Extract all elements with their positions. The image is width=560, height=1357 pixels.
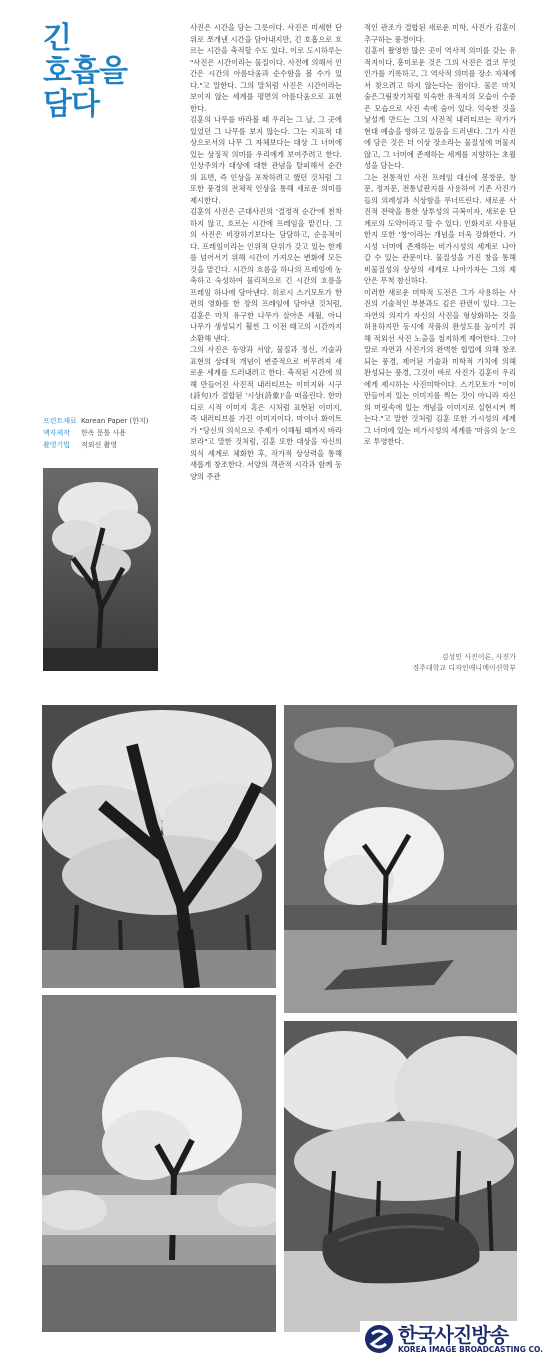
logo-mark-icon (364, 1324, 394, 1354)
info-key: 액자제작 (43, 429, 71, 437)
author-name: 김성민 사진이론, 사진가 (441, 653, 516, 661)
paragraph: 사진은 시간을 담는 그릇이다. 사진은 미세한 단위로 쪼개낸 시간을 담아내지만, 긴 호흡으로 흐르는 시간을 축적할 수도 있다. 이로 도시하루는 "사진은 시간이라는 물질이다. 사진에 의해서 인간은 시간의 아름다움과 순수함을 볼 수가 있다."고 말한다. 그의 말처럼 사진은 시간이라는 보이지 않는 세계를 평면의 아름다움으로 표현한다. (190, 23, 342, 113)
author-affiliation: 경주대학교 디자인애니메이션학부 (412, 664, 516, 672)
tree-photo-4 (284, 1021, 517, 1332)
paragraph: 그의 사진은 동양과 서양, 물질과 정신, 기술과 표현의 상대적 개념이 변증적으로 버무려져 새로운 세계를 드러내려고 한다. 축적된 시간에 의해 만들어진 사진적 내러티브는 이미지와 시구(詩句)가 결합된 '시상(詩象)'을 떠올린다. 한마디로 시적 이미지 혹은 시처럼 표현된 이미지, 즉 내러티브를 가진 이미지이다. 마이너 화이트가 "당신의 의식으로 주제가 이해될 때까지 바라보라"고 말한 것처럼, 김훈 또한 대상을 자신의 의식 세계로 체화한 후, 작가적 상상력을 통해 새롭게 창조한다. 서양의 객관적 시각과 함께 동양의 주관 (190, 345, 342, 481)
logo-korean: 한국사진방송 (398, 1322, 508, 1347)
paragraph: 적인 관조가 결합된 새로운 미학, 사진가 김훈이 추구하는 풍경이다. (364, 23, 516, 44)
info-value: 한옥 문틀 사용 (81, 429, 127, 437)
article-column-left (190, 22, 342, 482)
paragraph: 김훈의 나무를 바라볼 때 우리는 그 날, 그 곳에 있었던 그 나무를 보지 않는다. 그는 지표적 대상으로서의 나무 그 자체보다는 대상 그 너머에 있는 상징적 의미를 우리에게 보여주려고 한다. 인상주의가 대상에 대한 관념을 탈피해서 순간의 표면, 즉 인상을 포착하려고 했던 것처럼 그 또한 풍경의 전체적 인상을 통해 새로운 의미를 제시한다. (190, 115, 342, 205)
title-line: 호흡을 (43, 54, 127, 89)
tree-photo-small (43, 468, 158, 671)
title-line: 담다 (43, 87, 99, 122)
article-title (43, 22, 173, 121)
info-value: Korean Paper (한지) (81, 417, 149, 425)
paragraph: 김훈이 촬영한 많은 곳이 역사적 의미를 갖는 유적지이다. 흥미로운 것은 그의 사진은 결코 무엇인가를 기록하고, 그 역사적 의미를 장소 자체에서 찾으려고 하지 않는다는 점이다. 물론 마치 숨은그림찾기처럼 익숙한 유적지의 모습이 수증은 모습으로 사진 속에 숨어 있다. 익숙한 것을 낯설게 만드는 그의 사진적 내러티브는 작가가 현대 예술을 향하고 있음을 드러낸다. 그가 사진에 담은 것은 더 이상 장소라는 물질성에 머물지 않고, 그 너머에 존재하는 세계를 지향하는 초월성을 담는다. (364, 46, 516, 170)
paragraph: 김훈의 사진은 근대사진의 '결정적 순간'에 천착하지 않고, 흐르는 시간에 프레임을 맡긴다. 그의 사진은 비장하기보다는 담담하고, 순응적이다. 프레임이라는 인위적 단위가 갖고 있는 한계를 넘어서기 위해 시간이 가져오는 변화에 모든 것을 맡긴다. 시간의 흐름을 하나의 프레임에 농축하고 숙성하여 물리적으로 긴 시간의 흐름을 프레임 하나에 담아낸다. 히로시 스기모토가 한 편의 영화를 한 장의 프레임에 담아낸 것처럼, 김훈은 마치 유구한 나무가 살아온 세월, 아니 나무가 생성되기 훨씬 그 이전 태고의 시간까지 소환해 낸다. (190, 207, 342, 343)
title-line: 긴 (43, 21, 71, 56)
info-value: 적외선 촬영 (81, 441, 118, 449)
broadcaster-logo (360, 1321, 560, 1357)
info-row (43, 427, 173, 439)
info-key: 프린트재료 (43, 417, 77, 425)
article-column-right (364, 22, 516, 448)
paragraph: 이러한 새로운 미학적 도전은 그가 사용하는 사진의 기술적인 부분과도 깊은 관련이 있다. 그는 자연의 의지가 자신의 사진을 형상화하는 것을 허용하지만 동시에 작품의 완성도를 높이기 위해 적외선 사진 노출을 철저하게 제어한다. 그야말로 자연과 사진가의 완벽한 협업에 의해 창조되는 풍경, 제어된 기술과 미학적 가치에 의해 완성되는 풍경, 그것이 바로 사진가 김훈이 우리에게 제시하는 사진미학이다. 스기모토가 "이미 만들어져 있는 이미지를 찍는 것이 아니라 자신의 머릿속에 있는 개념을 이미지로 실현시켜 찍는다."고 말한 것처럼 김훈 또한 가시성의 세계 그 너머에 있는 비가시성의 세계를 '마음의 눈'으로 투영한다. (364, 287, 516, 446)
info-row (43, 439, 173, 451)
info-key: 촬영기법 (43, 441, 71, 449)
author-credit (412, 652, 516, 674)
tree-photo-3 (42, 995, 276, 1332)
logo-text (398, 1322, 544, 1354)
tree-photo-2 (284, 705, 517, 1013)
logo-english: KOREA IMAGE BROADCASTING CO. (398, 1344, 544, 1354)
tree-photo-1 (42, 705, 276, 988)
work-info (43, 415, 173, 451)
paragraph: 그는 전통적인 사진 프레임 대신에 봉창문, 창문, 정지문, 전통널판지를 사용하여 기존 사진가들의 의례성과 식상함을 무너뜨린다. 새로운 사진적 전략을 통한 상투성의 극복이자, 새로운 단계로의 도약이라고 할 수 있다. 인화지로 사용된 한지 또한 '창'이라는 개념을 더욱 강화한다. 가시성 너머에 존재하는 비가시성의 세계로 나아갈 수 있는 관문이다. 물질성을 가진 창을 통해 비물질성의 상상의 세계로 나아가자는 그의 제안은 무척 참신하다. (364, 172, 516, 285)
info-row (43, 415, 173, 427)
